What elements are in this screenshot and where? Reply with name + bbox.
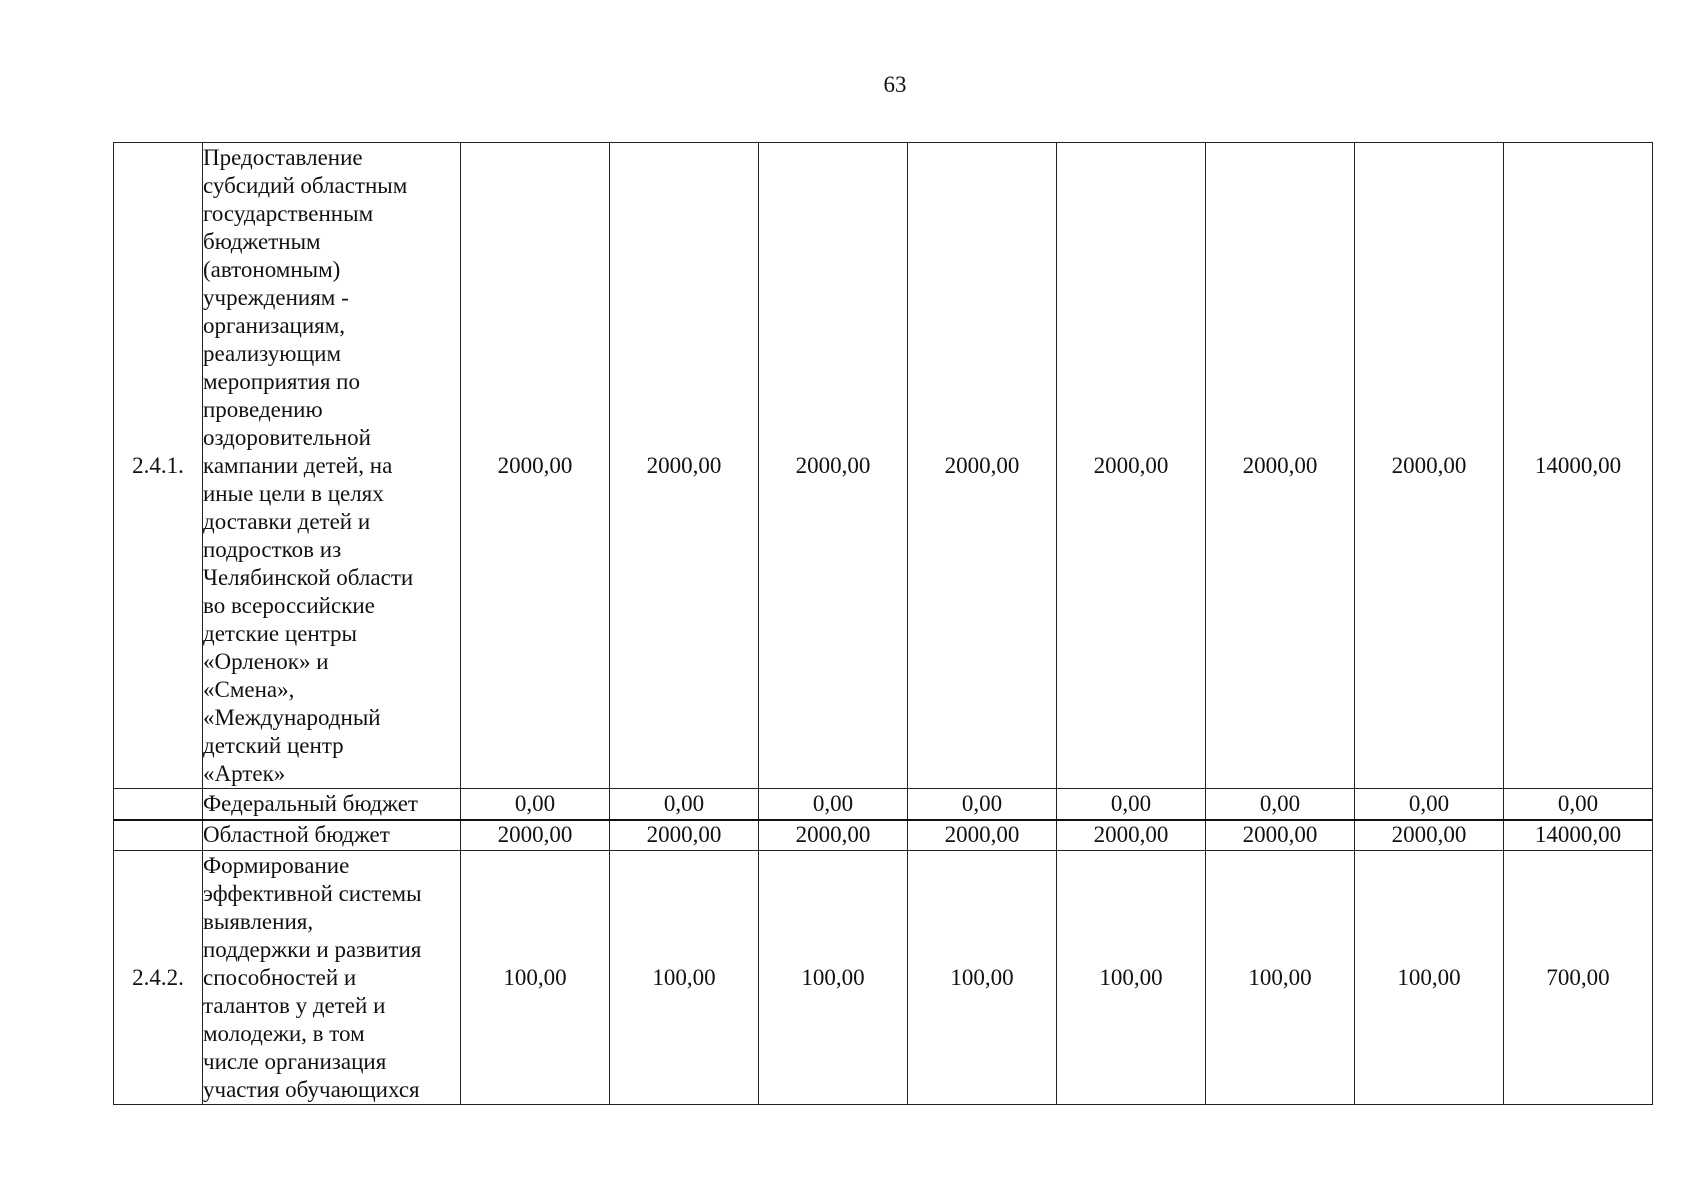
value-cell: 2000,00: [1355, 820, 1504, 851]
value-cell: 100,00: [610, 851, 759, 1105]
description-line: способностей и: [203, 964, 357, 990]
value-cell: 0,00: [908, 789, 1057, 820]
value-cell: 0,00: [610, 789, 759, 820]
value-cell: 2000,00: [908, 143, 1057, 789]
value-cell-total: 14000,00: [1504, 143, 1653, 789]
value-cell-total: 700,00: [1504, 851, 1653, 1105]
row-code: [114, 789, 203, 820]
value-cell: 0,00: [1057, 789, 1206, 820]
description-line: кампании детей, на: [203, 452, 393, 478]
description-line: доставки детей и: [203, 508, 371, 534]
description-line: учреждениям -: [203, 284, 349, 310]
page-number: 63: [883, 72, 907, 97]
description-line: «Артек»: [203, 760, 286, 786]
description-line: иные цели в целях: [203, 480, 384, 506]
description-line: детские центры: [203, 620, 358, 646]
value-cell: 0,00: [1355, 789, 1504, 820]
value-cell: 2000,00: [610, 143, 759, 789]
description-line: выявления,: [203, 908, 314, 934]
description-line: проведению: [203, 396, 323, 422]
description-line: бюджетным: [203, 228, 321, 254]
row-code: 2.4.2.: [114, 851, 203, 1105]
value-cell: 100,00: [461, 851, 610, 1105]
description-line: «Смена»,: [203, 676, 295, 702]
row-label-regional-budget: Областной бюджет: [203, 820, 461, 851]
description-line: «Международный: [203, 704, 381, 730]
table-row-2-4-2: [114, 851, 1653, 1105]
table-row-2-4-1: [114, 143, 1653, 789]
description-line: оздоровительной: [203, 424, 371, 450]
value-cell: 2000,00: [610, 820, 759, 851]
description-line: поддержки и развития: [203, 936, 422, 962]
value-cell: 0,00: [461, 789, 610, 820]
value-cell: 2000,00: [1206, 820, 1355, 851]
value-cell: 100,00: [759, 851, 908, 1105]
value-cell: 2000,00: [759, 820, 908, 851]
value-cell: 100,00: [1206, 851, 1355, 1105]
value-cell: 2000,00: [461, 143, 610, 789]
description-line: Предоставление: [203, 144, 363, 170]
description-line: реализующим: [203, 340, 342, 366]
description-line: подростков из: [203, 536, 342, 562]
description-line: Челябинской области: [203, 564, 414, 590]
row-description: [203, 851, 461, 1105]
value-cell: 2000,00: [908, 820, 1057, 851]
value-cell: 2000,00: [461, 820, 610, 851]
row-label-federal-budget: Федеральный бюджет: [203, 789, 461, 820]
description-line: организациям,: [203, 312, 346, 338]
value-cell: 2000,00: [759, 143, 908, 789]
description-line: талантов у детей и: [203, 992, 386, 1018]
description-line: субсидий областным: [203, 172, 408, 198]
value-cell: 0,00: [1206, 789, 1355, 820]
description-line: молодежи, в том: [203, 1020, 365, 1046]
value-cell: 2000,00: [1057, 820, 1206, 851]
budget-table: [113, 142, 1653, 1105]
value-cell-total: 0,00: [1504, 789, 1653, 820]
value-cell: 0,00: [759, 789, 908, 820]
description-line: участия обучающихся: [203, 1076, 420, 1102]
value-cell: 2000,00: [1355, 143, 1504, 789]
description-line: во всероссийские: [203, 592, 375, 618]
value-cell: 100,00: [908, 851, 1057, 1105]
description-line: мероприятия по: [203, 368, 360, 394]
description-line: «Орленок» и: [203, 648, 329, 674]
description-line: государственным: [203, 200, 374, 226]
value-cell: 2000,00: [1206, 143, 1355, 789]
value-cell: 100,00: [1057, 851, 1206, 1105]
description-line: детский центр: [203, 732, 344, 758]
value-cell-total: 14000,00: [1504, 820, 1653, 851]
description-line: Формирование: [203, 852, 350, 878]
table-row-federal-budget: [114, 789, 1653, 820]
value-cell: 100,00: [1355, 851, 1504, 1105]
row-description: [203, 143, 461, 789]
description-line: числе организация: [203, 1048, 387, 1074]
table-row-regional-budget: [114, 820, 1653, 851]
row-code: 2.4.1.: [114, 143, 203, 789]
row-code: [114, 820, 203, 851]
description-line: (автономным): [203, 256, 341, 282]
description-line: эффективной системы: [203, 880, 422, 906]
value-cell: 2000,00: [1057, 143, 1206, 789]
